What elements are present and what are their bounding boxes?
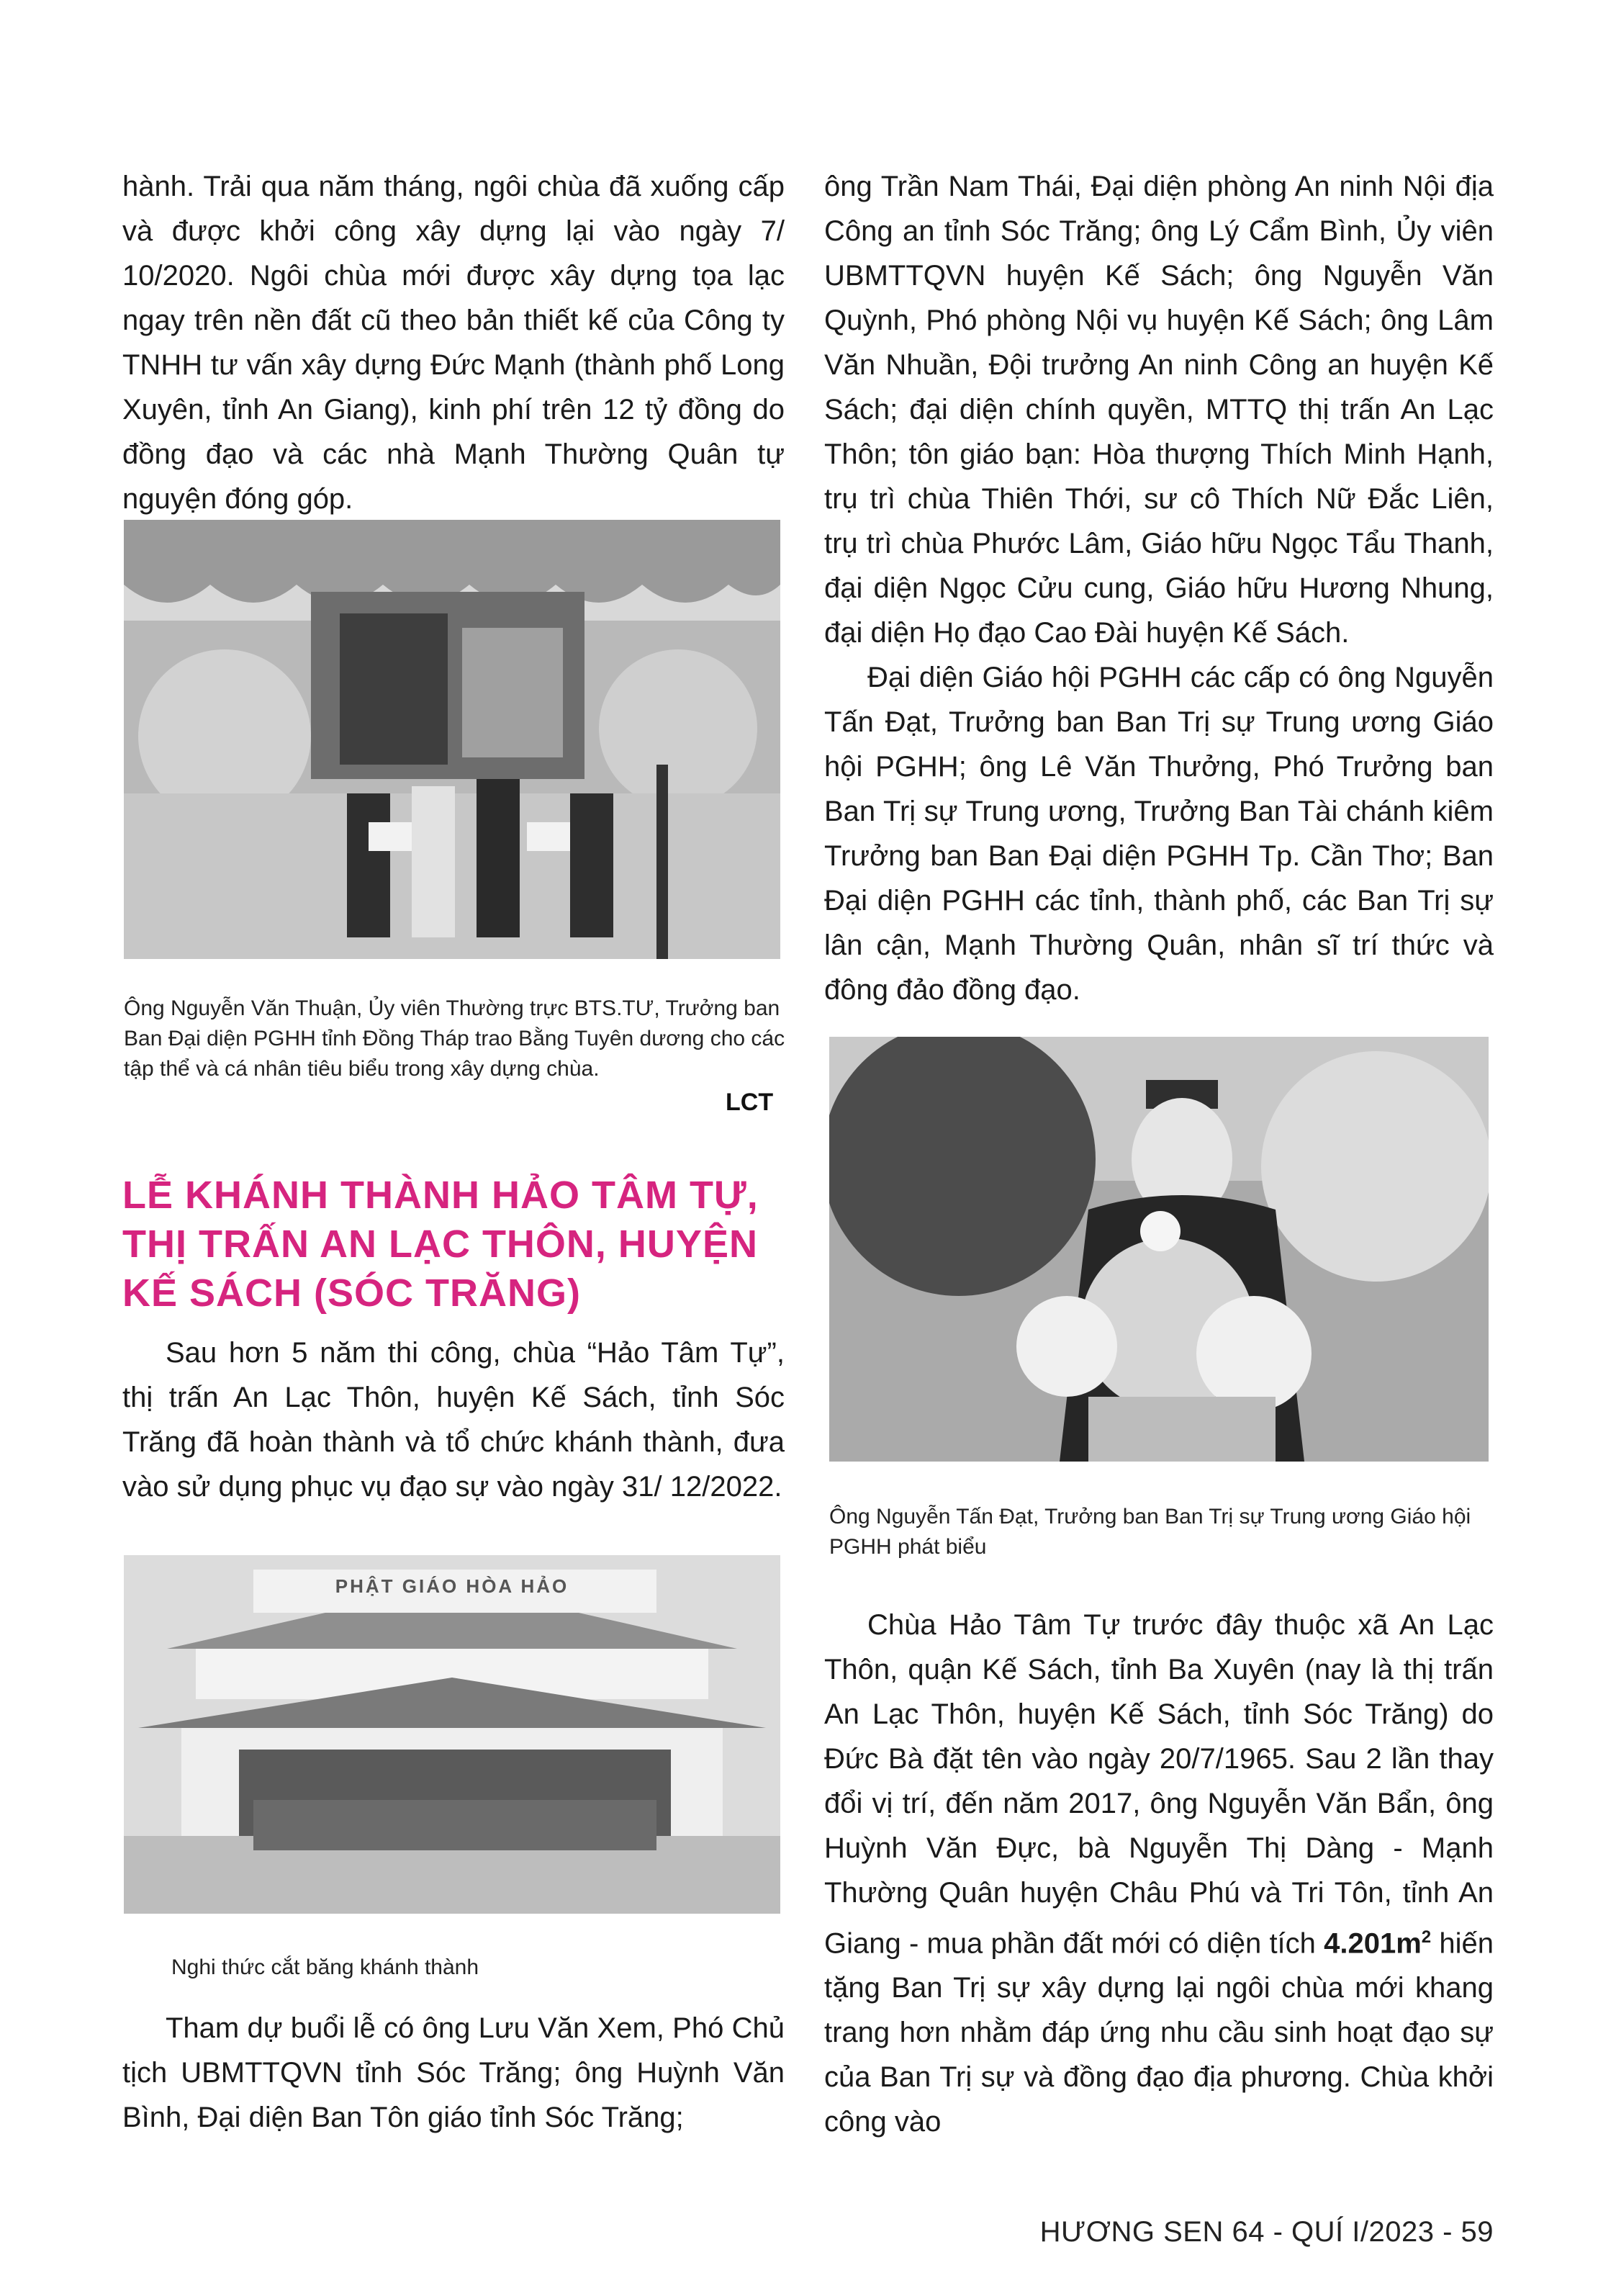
ribbon-photo-caption: Nghi thức cắt băng khánh thành [171,1955,479,1979]
history-text-continued: hiến tặng Ban Trị sự xây dựng lại ngôi chùa mới khang trang hơn nhằm đáp ứng nhu cầu sinh hoạt đạo sự của Ban Trị sự và đồng đạo địa phương. Chùa khởi công vào [824,1927,1494,2138]
area-superscript: 2 [1421,1927,1432,1947]
land-area: 4.201m [1324,1927,1422,1960]
left-paragraph-1: hành. Trải qua năm tháng, ngôi chùa đã xuống cấp và được khởi công xây dựng lại vào ngày 7/ 10/2020. Ngôi chùa mới được xây dựng tọa lạc ngay trên nền đất cũ theo bản thiết kế của Công ty TNHH tư vấn xây dựng Đức Mạnh (thành phố Long Xuyên, tỉnh An Giang), kinh phí trên 12 tỷ đồng do đồng đạo và các nhà Mạnh Thường Quân tự nguyện đóng góp. [122,171,785,515]
temple-ribbon-cutting-photo [124,1555,780,1914]
temple-sign: PHẬT GIÁO HÒA HẢO [335,1575,569,1597]
award-photo-caption: Ông Nguyễn Văn Thuận, Ủy viên Thường trực BTS.TƯ, Trưởng ban Ban Đại diện PGHH tỉnh Đồng Tháp trao Bằng Tuyên dương cho các tập thể và cá nhân tiêu biểu trong xây dựng chùa. [124,996,785,1081]
speaker-photo-caption: Ông Nguyễn Tấn Đạt, Trưởng ban Ban Trị sự Trung ương Giáo hội PGHH phát biểu [829,1505,1471,1559]
right-paragraph-3 [824,1603,1494,2144]
history-text: Chùa Hảo Tâm Tự trước đây thuộc xã An Lạc Thôn, quận Kế Sách, tỉnh Ba Xuyên (nay là thị trấn An Lạc Thôn, huyện Kế Sách, tỉnh Sóc Trăng) do Đức Bà đặt tên vào ngày 20/7/1965. Sau 2 lần thay đổi vị trí, đến năm 2017, ông Nguyễn Văn Bẩn, ông Huỳnh Văn Đực, bà Nguyễn Thị Dàng - Mạnh Thường Quân huyện Châu Phú và Tri Tôn, tỉnh An Giang - mua phần đất mới có diện tích [824,1609,1494,1960]
author-credit: LCT [726,1089,774,1116]
article-heading: LỄ KHÁNH THÀNH HẢO TÂM TỰ, THỊ TRẤN AN LẠC THÔN, HUYỆN KẾ SÁCH (SÓC TRĂNG) [122,1174,759,1315]
award-ceremony-photo [124,520,780,959]
right-paragraph-2: Đại diện Giáo hội PGHH các cấp có ông Nguyễn Tấn Đạt, Trưởng ban Ban Trị sự Trung ương Giáo hội PGHH; ông Lê Văn Thưởng, Phó Trưởng ban Ban Trị sự Trung ương, Trưởng Ban Tài chánh kiêm Trưởng ban Ban Đại diện PGHH Tp. Cần Thơ; Ban Đại diện PGHH các tỉnh, thành phố, các Ban Trị sự lân cận, Mạnh Thường Quân, nhân sĩ trí thức và đông đảo đồng đạo. [824,662,1494,1006]
right-paragraph-1: ông Trần Nam Thái, Đại diện phòng An ninh Nội địa Công an tỉnh Sóc Trăng; ông Lý Cẩm Bình, Ủy viên UBMTTQVN huyện Kế Sách; ông Nguyễn Văn Quỳnh, Phó phòng Nội vụ huyện Kế Sách; ông Lâm Văn Nhuần, Đội trưởng An ninh Công an huyện Kế Sách; đại diện chính quyền, MTTQ thị trấn An Lạc Thôn; tôn giáo bạn: Hòa thượng Thích Minh Hạnh, trụ trì chùa Thiên Thới, sư cô Thích Nữ Đắc Liên, trụ trì chùa Phước Lâm, Giáo hữu Ngọc Tẩu Thanh, đại diện Ngọc Cửu cung, Giáo hữu Hương Nhung, đại diện Họ đạo Cao Đài huyện Kế Sách. [824,171,1494,649]
left-paragraph-2: Sau hơn 5 năm thi công, chùa “Hảo Tâm Tự”, thị trấn An Lạc Thôn, huyện Kế Sách, tỉnh Sóc Trăng đã hoàn thành và tổ chức khánh thành, đưa vào sử dụng phục vụ đạo sự vào ngày 31/ 12/2022. [122,1337,785,1503]
speaker-photo [829,1037,1489,1462]
page-footer: HƯƠNG SEN 64 - QUÍ I/2023 - 59 [1039,2216,1494,2248]
left-paragraph-3: Tham dự buổi lễ có ông Lưu Văn Xem, Phó Chủ tịch UBMTTQVN tỉnh Sóc Trăng; ông Huỳnh Văn Bình, Đại diện Ban Tôn giáo tỉnh Sóc Trăng; [122,2012,785,2133]
